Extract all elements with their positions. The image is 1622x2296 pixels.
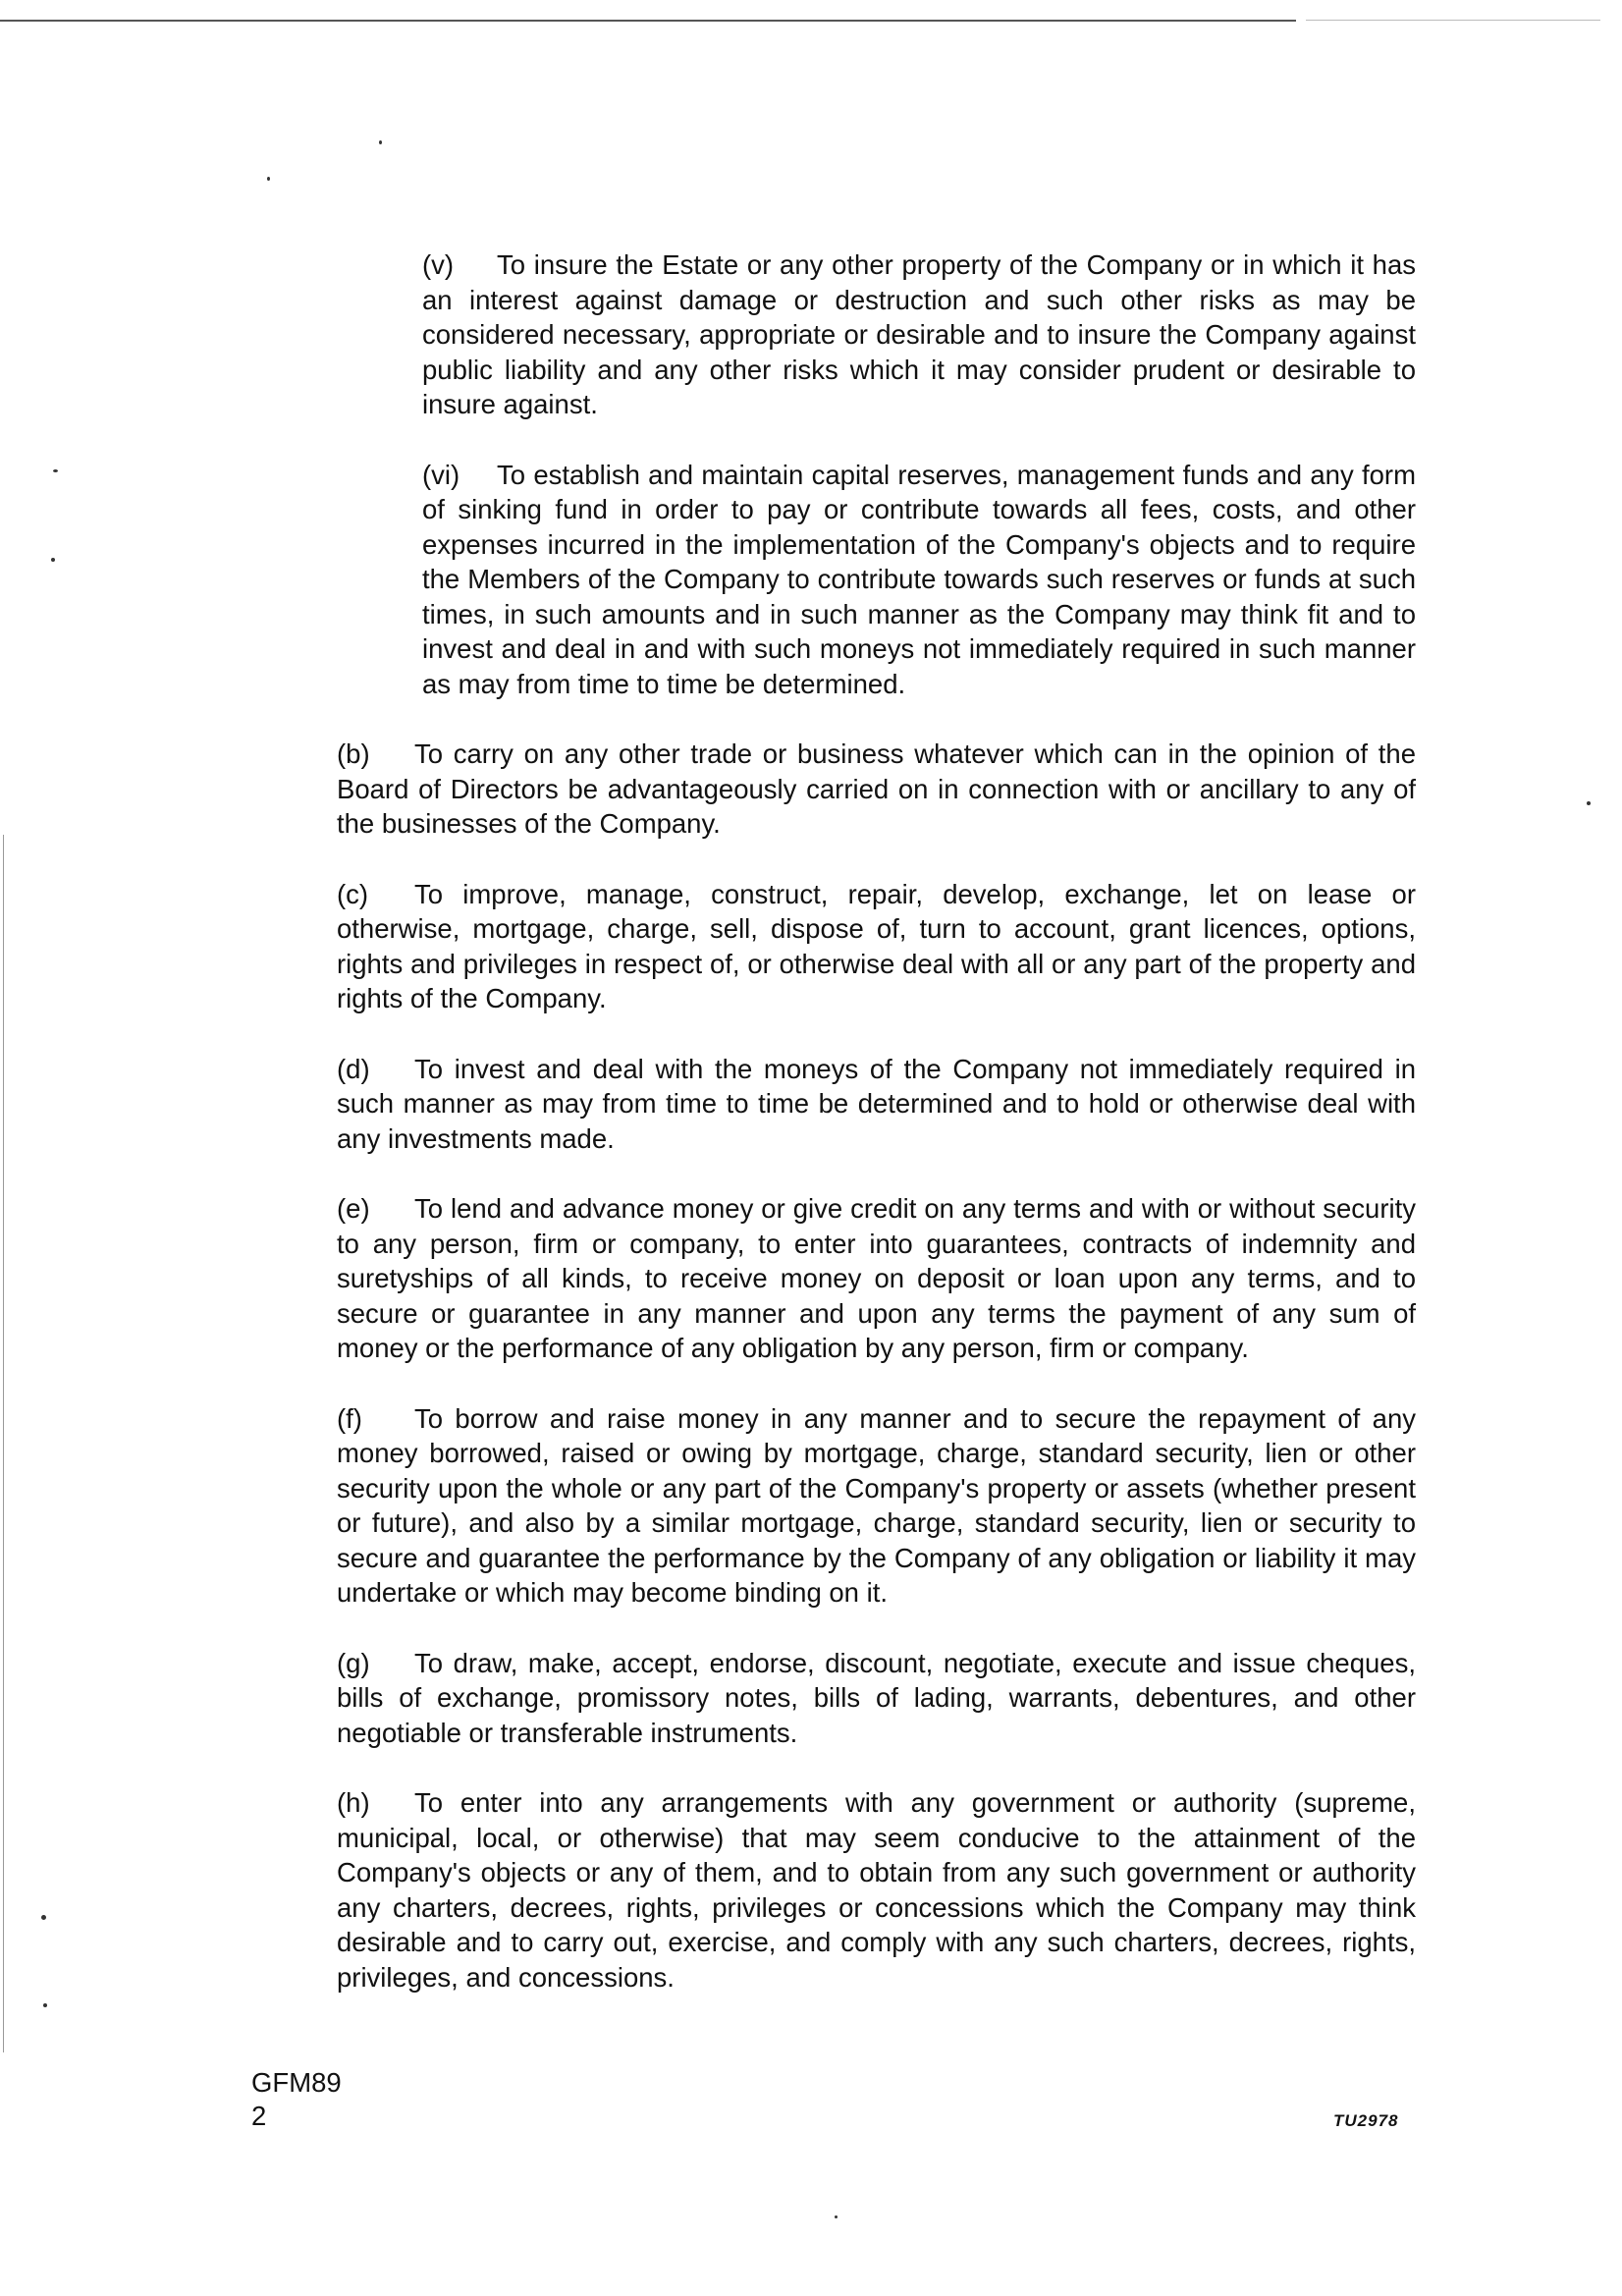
scan-speck (379, 140, 382, 144)
paragraph-text: To insure the Estate or any other property of the Company or in which it has an interest against damage or destruction and such other risks as may be considered necessary, appropriate or desirable and to insure the Company against public liability and any other risks which it may consider prudent or desirable to insure against. (422, 249, 1416, 419)
scan-speck (1587, 801, 1591, 805)
scan-speck (43, 2003, 47, 2007)
paragraph-marker: (g) (337, 1647, 370, 1678)
scan-speck (51, 558, 55, 562)
paragraph-marker: (v) (422, 249, 455, 280)
scan-speck (267, 177, 270, 181)
paragraph-f (251, 1401, 1416, 1611)
paragraph-d (251, 1052, 1416, 1157)
paragraph-marker: (c) (337, 878, 369, 909)
paragraph-c (251, 877, 1416, 1016)
paragraph-marker: (d) (337, 1053, 370, 1084)
paragraph-e (251, 1191, 1416, 1366)
paragraph-text: To draw, make, accept, endorse, discount, negotiate, execute and issue cheques, bills of exchange, promissory notes, bills of lading, warrants, debentures, and other negotiable or transferable instruments. (337, 1647, 1416, 1748)
paragraph-marker: (b) (337, 738, 370, 769)
top-scan-rule (0, 20, 1296, 22)
paragraph-vi (251, 458, 1416, 702)
paragraph-text: To improve, manage, construct, repair, develop, exchange, let on lease or otherwise, mortgage, charge, sell, dispose of, turn to account, grant licences, options, rights and privileges in respect of, or otherwise deal with all or any part of the property and rights of the Company. (337, 878, 1416, 1013)
paragraph-text: To carry on any other trade or business whatever which can in the opinion of the Board of Directors be advantageously carried on in connection with or ancillary to any of the businesses of the Company. (337, 738, 1416, 839)
reference-number: TU2978 (1333, 2111, 1399, 2130)
footer-block (251, 2066, 342, 2133)
document-code: GFM89 (251, 2067, 342, 2098)
document-body (251, 247, 1416, 2030)
paragraph-marker: (h) (337, 1787, 370, 1818)
scan-speck (41, 1915, 46, 1920)
scan-speck (53, 469, 58, 472)
paragraph-g (251, 1646, 1416, 1751)
left-scan-edge (3, 835, 4, 2052)
paragraph-marker: (e) (337, 1193, 370, 1224)
scan-speck (835, 2215, 838, 2218)
paragraph-marker: (f) (337, 1402, 362, 1434)
top-scan-rule-faint (1306, 20, 1600, 21)
paragraph-text: To enter into any arrangements with any government or authority (supreme, municipal, local, or otherwise) that may seem conducive to the attainment of the Company's objects or any of them, and to obtain from any such government or authority any charters, decrees, rights, privileges or concessions which the Company may think desirable and to carry out, exercise, and comply with any such charters, decrees, rights, privileges, and concessions. (337, 1787, 1416, 1993)
paragraph-text: To establish and maintain capital reserves, management funds and any form of sinking fund in order to pay or contribute towards all fees, costs, and other expenses incurred in the implementation of the Company's objects and to require the Members of the Company to contribute towards such reserves or funds at such times, in such amounts and in such manner as the Company may think fit and to invest and deal in and with such moneys not immediately required in such manner as may from time to time be determined. (422, 459, 1416, 699)
paragraph-text: To borrow and raise money in any manner and to secure the repayment of any money borrowed, raised or owing by mortgage, charge, standard security, lien or other security upon the whole or any part of the Company's property or assets (whether present or future), and also by a similar mortgage, charge, standard security, lien or security to secure and guarantee the performance by the Company of any obligation or liability it may undertake or which may become binding on it. (337, 1402, 1416, 1608)
paragraph-h (251, 1785, 1416, 1995)
paragraph-marker: (vi) (422, 459, 460, 490)
paragraph-b (251, 737, 1416, 842)
paragraph-v (251, 247, 1416, 422)
paragraph-text: To lend and advance money or give credit on any terms and with or without security to any person, firm or company, to enter into guarantees, contracts of indemnity and suretyships of all kinds, to receive money on deposit or loan upon any terms, and to secure or guarantee in any manner and upon any terms the payment of any sum of money or the performance of any obligation by any person, firm or company. (337, 1193, 1416, 1363)
paragraph-text: To invest and deal with the moneys of the Company not immediately required in such manner as may from time to time be determined and to hold or otherwise deal with any investments made. (337, 1053, 1416, 1154)
page-number: 2 (251, 2101, 267, 2131)
